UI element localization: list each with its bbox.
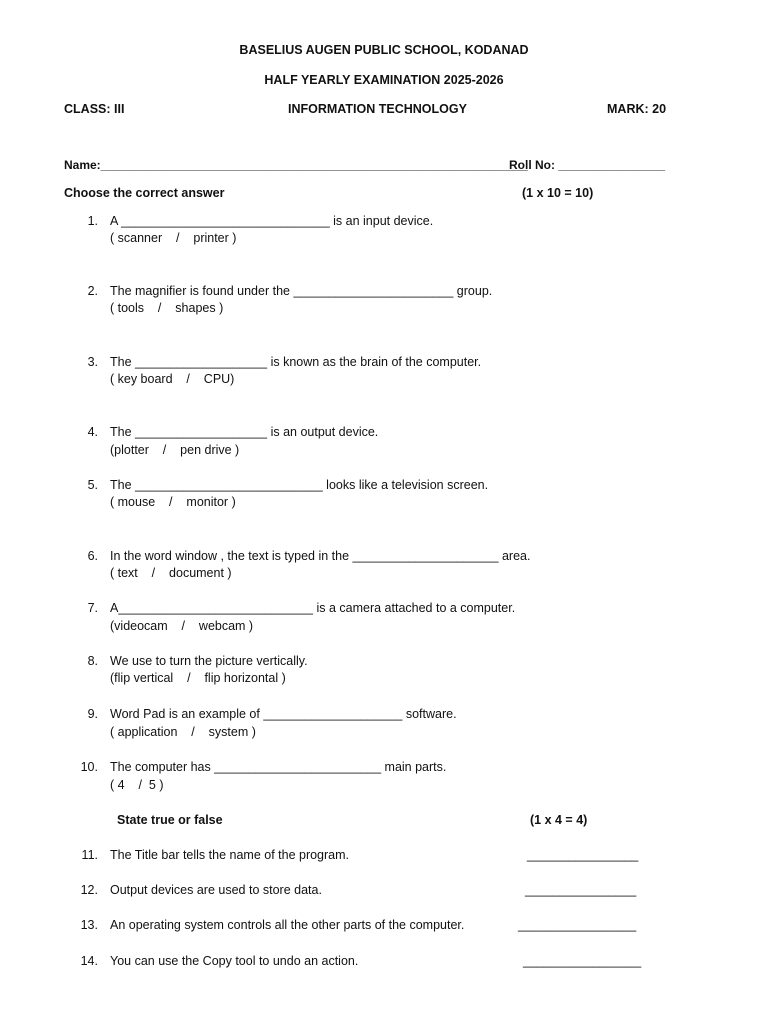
answer-blank: ________________ xyxy=(527,848,639,862)
question-text: You can use the Copy tool to undo an action. xyxy=(110,954,359,968)
class-label: CLASS: III xyxy=(64,102,125,116)
section-true-false-marks: (1 x 4 = 4) xyxy=(530,813,588,827)
question-number: 5. xyxy=(87,478,98,492)
question-options: ( application / system ) xyxy=(110,725,256,739)
question-number: 1. xyxy=(87,214,98,228)
question-options: (plotter / pen drive ) xyxy=(110,443,240,457)
question-options: (flip vertical / flip horizontal ) xyxy=(110,671,286,685)
section-choose-title: Choose the correct answer xyxy=(64,186,225,200)
question-number: 4. xyxy=(87,425,98,439)
question-text: The ___________________________ looks like a television screen. xyxy=(110,478,489,492)
school-name: BASELIUS AUGEN PUBLIC SCHOOL, KODANAD xyxy=(239,43,529,57)
question-number: 13. xyxy=(80,918,98,932)
question-text: A ______________________________ is an input device. xyxy=(110,214,434,228)
question-options: (videocam / webcam ) xyxy=(110,619,254,633)
question-text: A____________________________ is a camera attached to a computer. xyxy=(110,601,516,615)
question-number: 12. xyxy=(80,883,98,897)
question-text: The ___________________ is known as the brain of the computer. xyxy=(110,355,482,369)
question-text: The ___________________ is an output device. xyxy=(110,425,379,439)
mark-label: MARK: 20 xyxy=(607,102,667,116)
answer-blank: _________________ xyxy=(518,918,637,932)
question-options: ( 4 / 5 ) xyxy=(110,778,164,792)
question-text: Word Pad is an example of ____________________ software. xyxy=(110,707,457,721)
answer-blank: ________________ xyxy=(525,883,637,897)
question-number: 9. xyxy=(87,707,98,721)
question-options: ( text / document ) xyxy=(110,566,232,580)
question-number: 7. xyxy=(87,601,98,615)
question-text: Output devices are used to store data. xyxy=(110,883,322,897)
name-field: Name:________________________________________________________________ xyxy=(64,158,528,172)
question-options: ( mouse / monitor ) xyxy=(110,495,236,509)
section-choose-marks: (1 x 10 = 10) xyxy=(522,186,594,200)
question-options: ( scanner / printer ) xyxy=(110,231,237,245)
question-options: ( key board / CPU) xyxy=(110,372,235,386)
subject-label: INFORMATION TECHNOLOGY xyxy=(288,102,467,116)
question-text: We use to turn the picture vertically. xyxy=(110,654,308,668)
question-number: 6. xyxy=(87,549,98,563)
question-number: 11. xyxy=(81,848,98,862)
question-number: 10. xyxy=(80,760,98,774)
question-number: 3. xyxy=(87,355,98,369)
exam-title: HALF YEARLY EXAMINATION 2025-2026 xyxy=(264,73,504,87)
question-text: In the word window , the text is typed in the _____________________ area. xyxy=(110,549,531,563)
question-text: The Title bar tells the name of the program. xyxy=(110,848,350,862)
question-text: The magnifier is found under the _______________________ group. xyxy=(110,284,493,298)
question-number: 14. xyxy=(80,954,98,968)
section-true-false-title: State true or false xyxy=(117,813,223,827)
question-text: The computer has ________________________ main parts. xyxy=(110,760,447,774)
question-options: ( tools / shapes ) xyxy=(110,301,224,315)
answer-blank: _________________ xyxy=(523,954,642,968)
roll-no-field: Roll No: ________________ xyxy=(509,158,666,172)
question-number: 8. xyxy=(87,654,98,668)
question-text: An operating system controls all the other parts of the computer. xyxy=(110,918,465,932)
question-number: 2. xyxy=(87,284,98,298)
